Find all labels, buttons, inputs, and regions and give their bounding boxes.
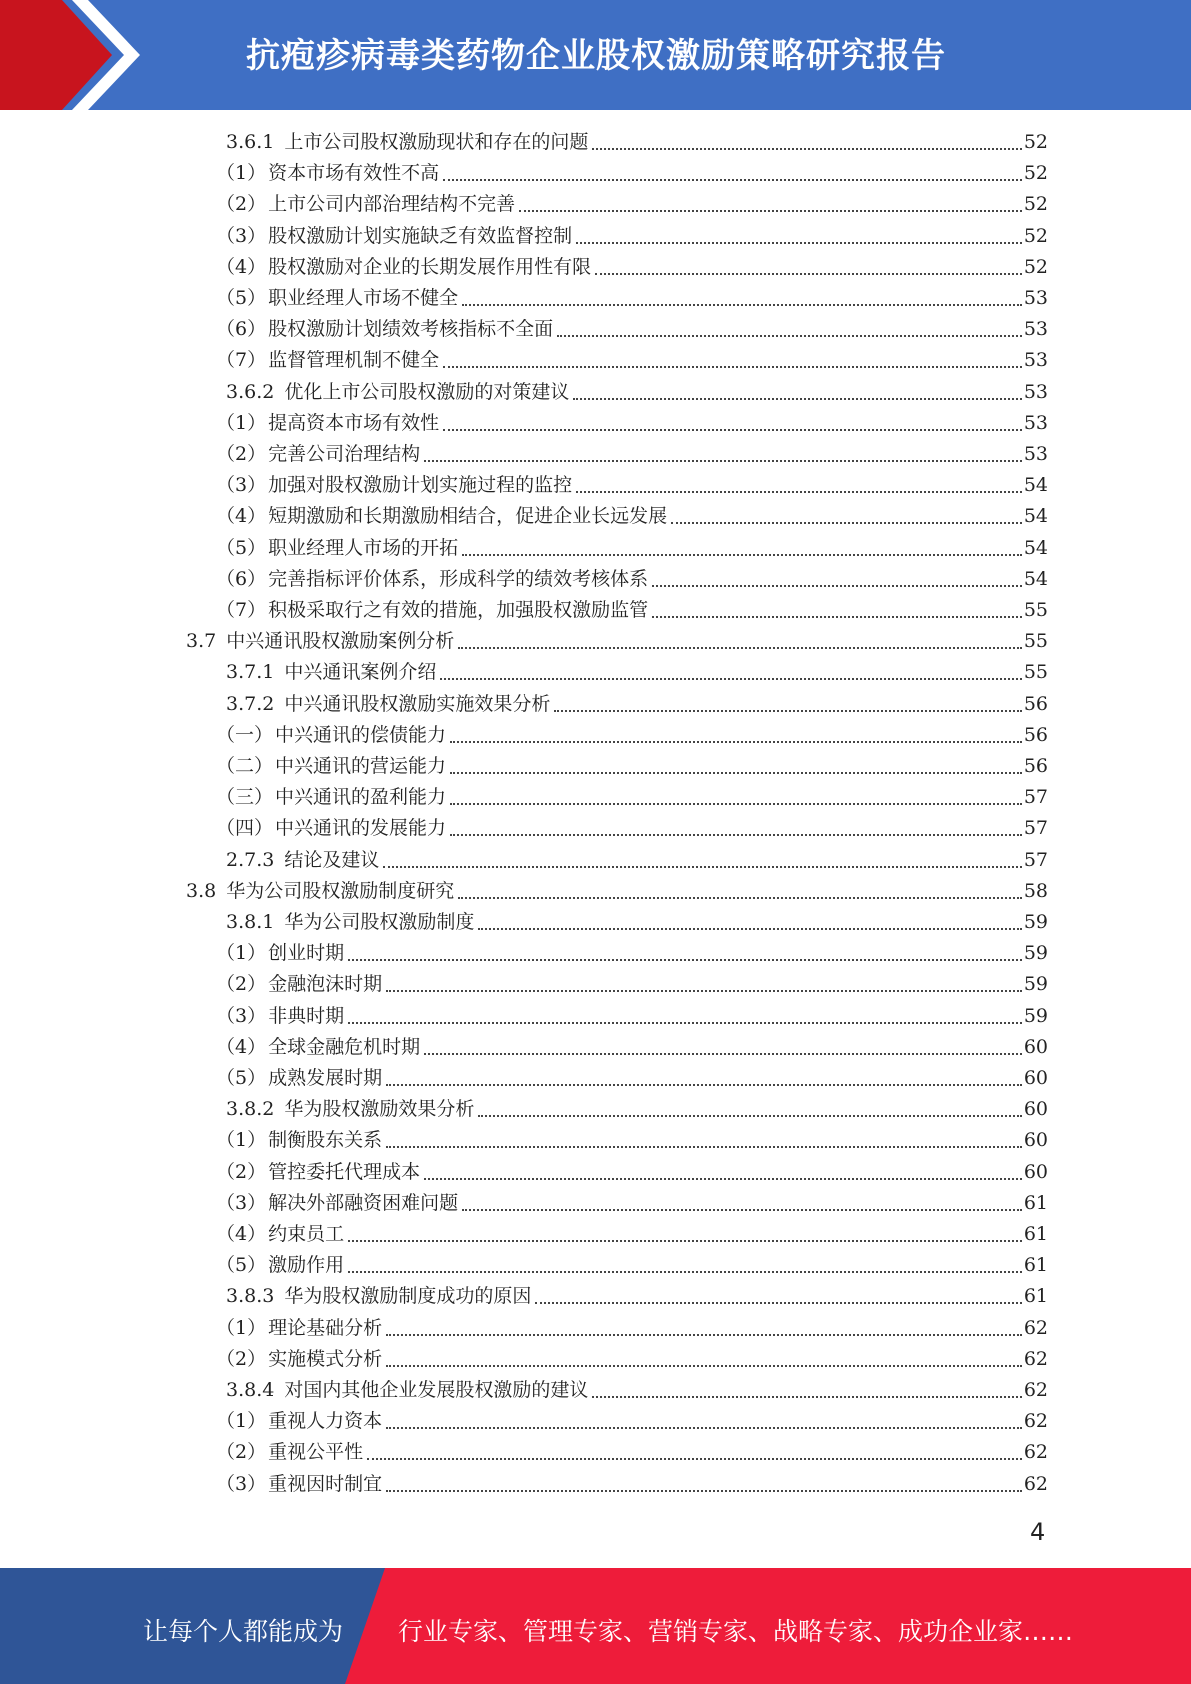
- toc-entry-page: 53: [1023, 381, 1048, 403]
- toc-entry-number: 3.8.1: [226, 911, 275, 933]
- toc-leader-dots: [554, 710, 1021, 712]
- toc-leader-dots: [443, 429, 1022, 431]
- toc-entry-number: （4）: [216, 1223, 267, 1245]
- toc-leader-dots: [386, 1334, 1022, 1336]
- toc-entry[interactable]: [226, 689, 1048, 720]
- toc-leader-dots: [424, 1053, 1022, 1055]
- toc-entry-number: （5）: [216, 1067, 267, 1089]
- toc-leader-dots: [348, 1022, 1022, 1024]
- toc-entry-number: （4）: [216, 1036, 267, 1058]
- toc-entry[interactable]: [216, 1219, 1048, 1250]
- toc-entry[interactable]: [216, 221, 1048, 252]
- toc-entry-title: 中兴通讯的发展能力: [275, 817, 447, 839]
- toc-entry[interactable]: [216, 1125, 1048, 1156]
- toc-entry-title: 重视因时制宜: [268, 1473, 383, 1495]
- toc-entry-title: 中兴通讯股权激励案例分析: [226, 630, 455, 652]
- toc-entry-number: （2）: [216, 193, 267, 215]
- toc-entry-page: 62: [1023, 1473, 1048, 1495]
- toc-leader-dots: [576, 242, 1022, 244]
- toc-entry-title: 华为公司股权激励制度研究: [226, 880, 455, 902]
- toc-leader-dots: [386, 1084, 1022, 1086]
- toc-entry-page: 58: [1023, 880, 1048, 902]
- toc-entry[interactable]: [216, 1188, 1048, 1219]
- toc-entry-number: 3.6.2: [226, 381, 275, 403]
- toc-entry-number: （6）: [216, 568, 267, 590]
- toc-entry[interactable]: [216, 1157, 1048, 1188]
- toc-entry-title: 职业经理人市场不健全: [268, 287, 459, 309]
- toc-entry-page: 62: [1023, 1410, 1048, 1432]
- toc-entry-page: 56: [1023, 755, 1048, 777]
- toc-leader-dots: [595, 273, 1022, 275]
- toc-entry[interactable]: [226, 845, 1048, 876]
- toc-leader-dots: [576, 491, 1022, 493]
- toc-entry[interactable]: [216, 314, 1048, 345]
- toc-entry[interactable]: [216, 595, 1048, 626]
- toc-entry-number: （1）: [216, 162, 267, 184]
- toc-entry-page: 55: [1023, 661, 1048, 683]
- toc-entry-page: 62: [1023, 1348, 1048, 1370]
- toc-entry-title: 解决外部融资困难问题: [268, 1192, 459, 1214]
- toc-entry-number: 3.7.2: [226, 693, 275, 715]
- toc-entry[interactable]: [216, 408, 1048, 439]
- toc-entry-page: 53: [1023, 349, 1048, 371]
- toc-entry[interactable]: [216, 813, 1048, 844]
- toc-entry-page: 62: [1023, 1379, 1048, 1401]
- toc-entry-page: 53: [1023, 287, 1048, 309]
- toc-leader-dots: [386, 990, 1022, 992]
- toc-entry-page: 60: [1023, 1161, 1048, 1183]
- toc-leader-dots: [348, 1240, 1022, 1242]
- document-title: 抗疱疹病毒类药物企业股权激励策略研究报告: [246, 36, 946, 76]
- toc-entry-page: 54: [1023, 537, 1048, 559]
- toc-entry-title: 短期激励和长期激励相结合，促进企业长远发展: [268, 505, 668, 527]
- toc-entry-title: 实施模式分析: [268, 1348, 383, 1370]
- toc-entry-title: 激励作用: [268, 1254, 345, 1276]
- toc-entry-page: 61: [1023, 1285, 1048, 1307]
- toc-entry-number: （6）: [216, 318, 267, 340]
- toc-entry[interactable]: [216, 189, 1048, 220]
- toc-entry-number: （3）: [216, 474, 267, 496]
- toc-leader-dots: [443, 366, 1022, 368]
- page-number: 4: [1030, 1518, 1046, 1546]
- toc-entry-number: （1）: [216, 1129, 267, 1151]
- toc-entry-title: 中兴通讯的偿债能力: [275, 724, 447, 746]
- toc-entry[interactable]: [216, 439, 1048, 470]
- toc-entry-title: 重视人力资本: [268, 1410, 383, 1432]
- toc-entry-title: 中兴通讯股权激励实施效果分析: [284, 693, 551, 715]
- toc-entry-title: 股权激励计划绩效考核指标不全面: [268, 318, 554, 340]
- toc-entry-page: 57: [1023, 817, 1048, 839]
- toc-entry[interactable]: [186, 626, 1048, 657]
- toc-entry-page: 60: [1023, 1067, 1048, 1089]
- toc-entry-number: （3）: [216, 1192, 267, 1214]
- toc-entry-title: 重视公平性: [268, 1441, 364, 1463]
- toc-entry-title: 中兴通讯案例介绍: [284, 661, 437, 683]
- toc-entry-number: （2）: [216, 1348, 267, 1370]
- toc-entry[interactable]: [216, 1469, 1048, 1500]
- toc-entry-title: 上市公司内部治理结构不完善: [268, 193, 516, 215]
- toc-entry[interactable]: [216, 1344, 1048, 1375]
- toc-leader-dots: [386, 1146, 1022, 1148]
- toc-leader-dots: [557, 335, 1022, 337]
- toc-entry-page: 52: [1023, 256, 1048, 278]
- toc-leader-dots: [443, 179, 1022, 181]
- toc-entry[interactable]: [226, 377, 1048, 408]
- page-footer: [0, 1568, 1191, 1684]
- footer-slogan-left: 让每个人都能成为: [143, 1617, 344, 1646]
- toc-entry-title: 中兴通讯的营运能力: [275, 755, 447, 777]
- toc-entry-title: 完善指标评价体系，形成科学的绩效考核体系: [268, 568, 649, 590]
- toc-entry-title: 全球金融危机时期: [268, 1036, 421, 1058]
- toc-entry-title: 职业经理人市场的开拓: [268, 537, 459, 559]
- toc-entry-title: 对国内其他企业发展股权激励的建议: [284, 1379, 589, 1401]
- toc-entry[interactable]: [216, 1313, 1048, 1344]
- toc-entry-page: 61: [1023, 1192, 1048, 1214]
- toc-entry-page: 52: [1023, 225, 1048, 247]
- toc-leader-dots: [652, 616, 1022, 618]
- toc-entry-number: （二）: [216, 755, 274, 777]
- toc-leader-dots: [348, 959, 1022, 961]
- toc-entry[interactable]: [216, 345, 1048, 376]
- toc-entry[interactable]: [226, 1375, 1048, 1406]
- toc-leader-dots: [450, 741, 1022, 743]
- toc-leader-dots: [458, 647, 1022, 649]
- toc-entry-number: （1）: [216, 412, 267, 434]
- toc-entry-number: （4）: [216, 256, 267, 278]
- toc-entry-number: （一）: [216, 724, 274, 746]
- toc-entry[interactable]: [216, 501, 1048, 532]
- toc-leader-dots: [592, 148, 1021, 150]
- toc-leader-dots: [478, 1115, 1021, 1117]
- toc-entry[interactable]: [216, 1437, 1048, 1468]
- toc-entry-number: （5）: [216, 537, 267, 559]
- toc-entry-number: （3）: [216, 1005, 267, 1027]
- toc-entry-page: 55: [1023, 630, 1048, 652]
- toc-entry-number: 3.8: [186, 880, 217, 902]
- toc-entry-title: 金融泡沫时期: [268, 973, 383, 995]
- toc-leader-dots: [450, 834, 1022, 836]
- toc-entry-page: 57: [1023, 786, 1048, 808]
- toc-entry-title: 华为股权激励效果分析: [284, 1098, 475, 1120]
- toc-entry-number: （2）: [216, 1441, 267, 1463]
- toc-leader-dots: [573, 398, 1021, 400]
- toc-entry[interactable]: [226, 1281, 1048, 1312]
- toc-entry[interactable]: [226, 907, 1048, 938]
- toc-entry-page: 59: [1023, 911, 1048, 933]
- header-chevron-graphic: [0, 0, 160, 110]
- toc-entry-title: 约束员工: [268, 1223, 345, 1245]
- toc-entry-number: （4）: [216, 505, 267, 527]
- toc-entry-page: 62: [1023, 1441, 1048, 1463]
- toc-entry-title: 理论基础分析: [268, 1317, 383, 1339]
- toc-entry-number: （三）: [216, 786, 274, 808]
- toc-entry-page: 59: [1023, 1005, 1048, 1027]
- toc-leader-dots: [450, 803, 1022, 805]
- toc-entry-number: （1）: [216, 942, 267, 964]
- toc-entry[interactable]: [216, 252, 1048, 283]
- toc-entry[interactable]: [226, 657, 1048, 688]
- toc-entry-title: 加强对股权激励计划实施过程的监控: [268, 474, 573, 496]
- toc-entry-title: 中兴通讯的盈利能力: [275, 786, 447, 808]
- toc-entry-page: 54: [1023, 505, 1048, 527]
- toc-entry[interactable]: [216, 720, 1048, 751]
- toc-entry-number: 3.8.3: [226, 1285, 275, 1307]
- toc-entry-number: （2）: [216, 973, 267, 995]
- toc-entry-page: 52: [1023, 131, 1048, 153]
- toc-leader-dots: [367, 1458, 1022, 1460]
- toc-entry-number: （5）: [216, 1254, 267, 1276]
- toc-entry-number: （5）: [216, 287, 267, 309]
- toc-entry-page: 61: [1023, 1254, 1048, 1276]
- toc-entry-number: （四）: [216, 817, 274, 839]
- toc-entry-number: 3.6.1: [226, 131, 275, 153]
- toc-leader-dots: [462, 1209, 1022, 1211]
- toc-entry-number: （7）: [216, 349, 267, 371]
- toc-entry[interactable]: [186, 876, 1048, 907]
- toc-entry-title: 积极采取行之有效的措施，加强股权激励监管: [268, 599, 649, 621]
- toc-entry[interactable]: [216, 1001, 1048, 1032]
- toc-entry-page: 59: [1023, 942, 1048, 964]
- toc-entry[interactable]: [216, 283, 1048, 314]
- toc-entry-title: 股权激励计划实施缺乏有效监督控制: [268, 225, 573, 247]
- toc-leader-dots: [519, 210, 1022, 212]
- toc-entry-page: 53: [1023, 318, 1048, 340]
- page-header: [0, 0, 1191, 110]
- toc-entry-page: 54: [1023, 474, 1048, 496]
- toc-entry[interactable]: [216, 1250, 1048, 1281]
- toc-entry-number: （2）: [216, 1161, 267, 1183]
- toc-entry-number: （7）: [216, 599, 267, 621]
- toc-entry-number: （2）: [216, 443, 267, 465]
- toc-entry-number: 3.8.4: [226, 1379, 275, 1401]
- toc-leader-dots: [478, 928, 1021, 930]
- toc-entry-title: 成熟发展时期: [268, 1067, 383, 1089]
- toc-entry-title: 制衡股东关系: [268, 1129, 383, 1151]
- toc-leader-dots: [458, 897, 1022, 899]
- toc-entry-page: 56: [1023, 724, 1048, 746]
- toc-leader-dots: [386, 1490, 1022, 1492]
- toc-entry-number: （3）: [216, 225, 267, 247]
- toc-entry-page: 52: [1023, 162, 1048, 184]
- toc-entry-title: 完善公司治理结构: [268, 443, 421, 465]
- toc-leader-dots: [440, 678, 1021, 680]
- toc-entry-number: 3.7: [186, 630, 217, 652]
- toc-entry-page: 56: [1023, 693, 1048, 715]
- toc-leader-dots: [450, 772, 1022, 774]
- toc-entry-page: 52: [1023, 193, 1048, 215]
- toc-entry-title: 监督管理机制不健全: [268, 349, 440, 371]
- toc-entry-title: 华为公司股权激励制度: [284, 911, 475, 933]
- toc-entry[interactable]: [226, 1094, 1048, 1125]
- toc-entry[interactable]: [216, 1032, 1048, 1063]
- toc-entry[interactable]: [216, 1406, 1048, 1437]
- toc-leader-dots: [671, 522, 1022, 524]
- toc-entry-page: 53: [1023, 412, 1048, 434]
- toc-entry-title: 非典时期: [268, 1005, 345, 1027]
- toc-entry[interactable]: [216, 564, 1048, 595]
- toc-entry-page: 61: [1023, 1223, 1048, 1245]
- toc-entry[interactable]: [216, 782, 1048, 813]
- toc-entry[interactable]: [226, 127, 1048, 158]
- toc-entry-title: 资本市场有效性不高: [268, 162, 440, 184]
- toc-entry-page: 54: [1023, 568, 1048, 590]
- toc-entry-page: 55: [1023, 599, 1048, 621]
- toc-entry[interactable]: [216, 751, 1048, 782]
- toc-entry[interactable]: [216, 533, 1048, 564]
- toc-entry-number: （1）: [216, 1317, 267, 1339]
- toc-entry[interactable]: [216, 1063, 1048, 1094]
- toc-leader-dots: [424, 1178, 1022, 1180]
- toc-entry-title: 提高资本市场有效性: [268, 412, 440, 434]
- toc-leader-dots: [652, 585, 1022, 587]
- toc-leader-dots: [383, 866, 1021, 868]
- toc-leader-dots: [424, 460, 1022, 462]
- toc-entry-page: 59: [1023, 973, 1048, 995]
- footer-slogan-right: 行业专家、管理专家、营销专家、战略专家、成功企业家……: [398, 1617, 1074, 1646]
- toc-leader-dots: [386, 1365, 1022, 1367]
- toc-entry-page: 60: [1023, 1129, 1048, 1151]
- toc-entry[interactable]: [216, 158, 1048, 189]
- toc-entry-page: 60: [1023, 1098, 1048, 1120]
- toc-entry-page: 60: [1023, 1036, 1048, 1058]
- toc-entry-title: 结论及建议: [284, 849, 380, 871]
- toc-entry-number: 3.7.1: [226, 661, 275, 683]
- toc-entry-number: （1）: [216, 1410, 267, 1432]
- toc-entry-title: 上市公司股权激励现状和存在的问题: [284, 131, 589, 153]
- toc-leader-dots: [462, 304, 1022, 306]
- toc-entry-title: 优化上市公司股权激励的对策建议: [284, 381, 570, 403]
- toc-leader-dots: [348, 1271, 1022, 1273]
- toc-entry-page: 53: [1023, 443, 1048, 465]
- toc-entry-number: （3）: [216, 1473, 267, 1495]
- toc-entry-page: 62: [1023, 1317, 1048, 1339]
- toc-leader-dots: [386, 1427, 1022, 1429]
- toc-leader-dots: [462, 554, 1022, 556]
- toc-entry-number: 2.7.3: [226, 849, 275, 871]
- toc-entry-number: 3.8.2: [226, 1098, 275, 1120]
- toc-leader-dots: [592, 1396, 1021, 1398]
- toc-entry[interactable]: [216, 969, 1048, 1000]
- toc-entry[interactable]: [216, 938, 1048, 969]
- toc-entry-title: 创业时期: [268, 942, 345, 964]
- toc-leader-dots: [535, 1302, 1021, 1304]
- toc-entry[interactable]: [216, 470, 1048, 501]
- toc-entry-title: 华为股权激励制度成功的原因: [284, 1285, 532, 1307]
- toc-entry-title: 股权激励对企业的长期发展作用性有限: [268, 256, 592, 278]
- toc-entry-title: 管控委托代理成本: [268, 1161, 421, 1183]
- toc-entry-page: 57: [1023, 849, 1048, 871]
